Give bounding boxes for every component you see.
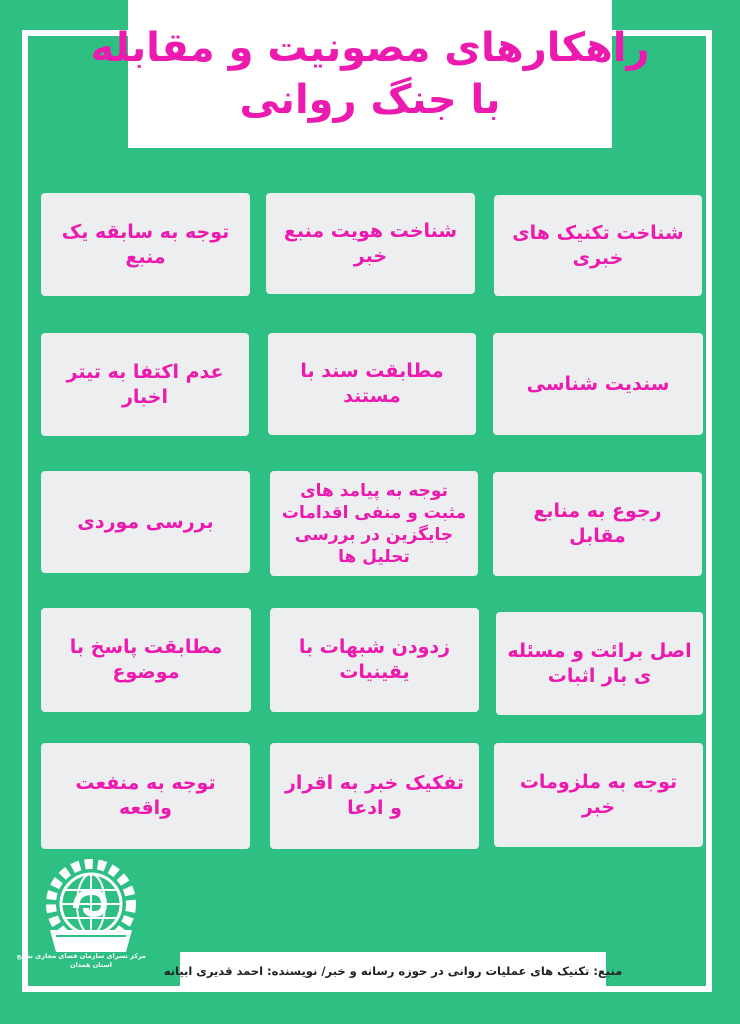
logo-caption — [16, 952, 146, 970]
card-text: شناخت تکنیک های خبری — [512, 221, 684, 269]
card-text: توجه به منفعت واقعه — [75, 772, 216, 819]
card — [41, 743, 250, 849]
card-text: زدودن شبهات با یقینیات — [298, 636, 451, 683]
card-text: شناخت هویت منبع خبر — [283, 219, 458, 267]
card-text: مطابقت پاسخ با موضوع — [69, 636, 223, 683]
card-text: اصل برائت و مسئله ی بار اثبات — [507, 639, 692, 687]
title-box — [90, 0, 650, 148]
card — [266, 193, 475, 294]
card — [496, 612, 703, 715]
card-text: رجوع به منابع مقابل — [533, 500, 662, 547]
card — [41, 608, 251, 712]
card — [270, 743, 479, 849]
card-text: سندیت شناسی — [526, 372, 670, 395]
card — [270, 608, 479, 712]
card — [494, 743, 703, 847]
card — [493, 472, 702, 576]
source-text: منبع: تکنیک های عملیات روانی در حوزه رسانه و خبر/ نویسنده: احمد قدیری ابیانه — [163, 964, 623, 978]
logo-caption-line-2: استان همدان — [70, 961, 112, 969]
logo-caption-line-1: مرکز نسرای سازمان فضای مجازی بسیج — [16, 952, 146, 960]
page-title-line-1: راهکارهای مصونیت و مقابله — [90, 25, 650, 71]
card — [493, 333, 703, 435]
card-text: بررسی موردی — [77, 510, 214, 533]
card-text: توجه به پیامد های مثبت و منفی اقدامات جایگزین در بررسی تحلیل ها — [281, 480, 467, 567]
page-title-line-2: با جنگ روانی — [239, 77, 501, 123]
card — [41, 333, 249, 436]
source-box — [163, 952, 623, 990]
card — [270, 471, 478, 576]
card — [41, 471, 250, 573]
card-text: تفکیک خبر به اقرار و ادعا — [284, 772, 465, 819]
card-text: مطابقت سند با مستند — [300, 360, 444, 407]
card — [268, 333, 476, 435]
card-text: توجه به ملزومات خبر — [519, 771, 678, 818]
card — [494, 195, 702, 296]
card-text: توجه به سابقه یک منبع — [61, 220, 230, 268]
card — [41, 193, 250, 296]
card-text: عدم اکتفا به تیتر اخبار — [66, 360, 224, 408]
